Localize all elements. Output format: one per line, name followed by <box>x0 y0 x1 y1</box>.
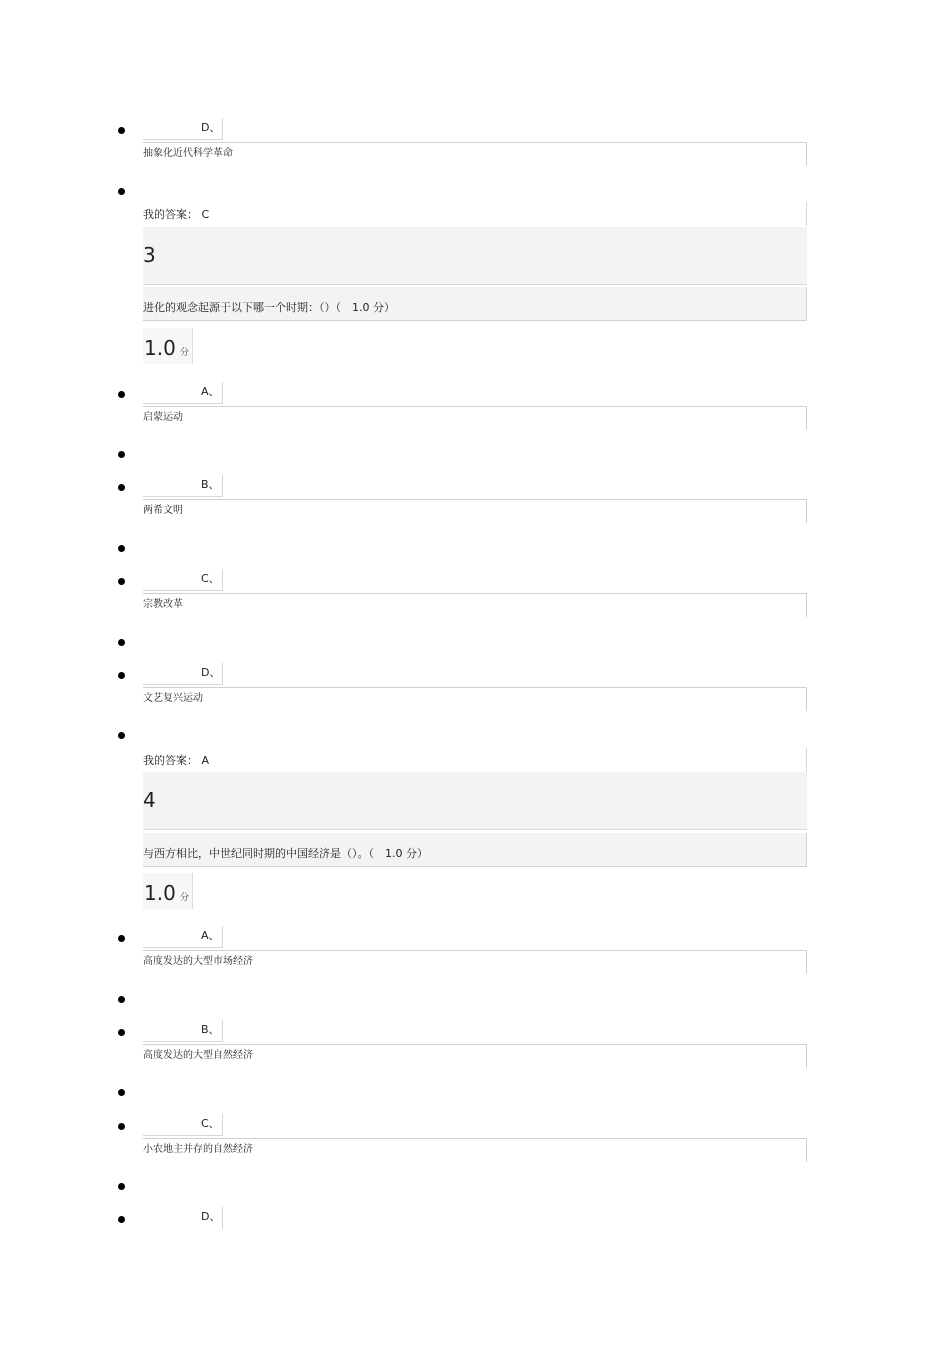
list-bullet <box>118 1029 125 1036</box>
question-text: 进化的观念起源于以下哪一个时期：（）（ 1.0 分） <box>143 287 807 321</box>
list-bullet <box>118 127 125 134</box>
list-bullet <box>118 1183 125 1190</box>
option-c-text[interactable]: 小农地主并存的自然经济 <box>143 1138 807 1162</box>
option-d-letter[interactable]: D、 <box>143 1207 223 1229</box>
answer-divider <box>806 748 807 772</box>
score-unit: 分 <box>180 893 190 903</box>
score-value: 1.0 <box>144 336 176 360</box>
option-a-text[interactable]: 启蒙运动 <box>143 406 807 430</box>
option-d-letter[interactable]: D、 <box>143 663 223 685</box>
list-bullet <box>118 1089 125 1096</box>
question-text: 与西方相比，中世纪同时期的中国经济是（）。（ 1.0 分） <box>143 833 807 867</box>
option-a-letter[interactable]: A、 <box>143 382 223 404</box>
option-d-letter[interactable]: D、 <box>143 118 223 140</box>
option-d-text[interactable]: 文艺复兴运动 <box>143 687 807 711</box>
option-c-letter[interactable]: C、 <box>143 1114 223 1136</box>
option-a-text[interactable]: 高度发达的大型市场经济 <box>143 950 807 974</box>
list-bullet <box>118 484 125 491</box>
question-score <box>143 873 193 909</box>
list-bullet <box>118 935 125 942</box>
option-b-text[interactable]: 高度发达的大型自然经济 <box>143 1044 807 1068</box>
my-answer: 我的答案： C <box>143 208 210 221</box>
option-a-letter[interactable]: A、 <box>143 926 223 948</box>
list-bullet <box>118 1216 125 1223</box>
list-bullet <box>118 451 125 458</box>
option-b-letter[interactable]: B、 <box>143 1020 223 1042</box>
answer-divider <box>806 202 807 226</box>
option-d-text[interactable]: 抽象化近代科学革命 <box>143 142 807 166</box>
list-bullet <box>118 639 125 646</box>
option-c-letter[interactable]: C、 <box>143 569 223 591</box>
list-bullet <box>118 672 125 679</box>
list-bullet <box>118 545 125 552</box>
option-b-text[interactable]: 两希文明 <box>143 499 807 523</box>
list-bullet <box>118 1123 125 1130</box>
option-b-letter[interactable]: B、 <box>143 475 223 497</box>
option-c-text[interactable]: 宗教改革 <box>143 593 807 617</box>
list-bullet <box>118 391 125 398</box>
question-score <box>143 328 193 364</box>
list-bullet <box>118 578 125 585</box>
list-bullet <box>118 732 125 739</box>
my-answer: 我的答案： A <box>143 754 210 767</box>
list-bullet <box>118 996 125 1003</box>
question-number: 3 <box>143 227 807 285</box>
list-bullet <box>118 188 125 195</box>
question-number: 4 <box>143 772 807 830</box>
score-value: 1.0 <box>144 881 176 905</box>
score-unit: 分 <box>180 348 190 358</box>
